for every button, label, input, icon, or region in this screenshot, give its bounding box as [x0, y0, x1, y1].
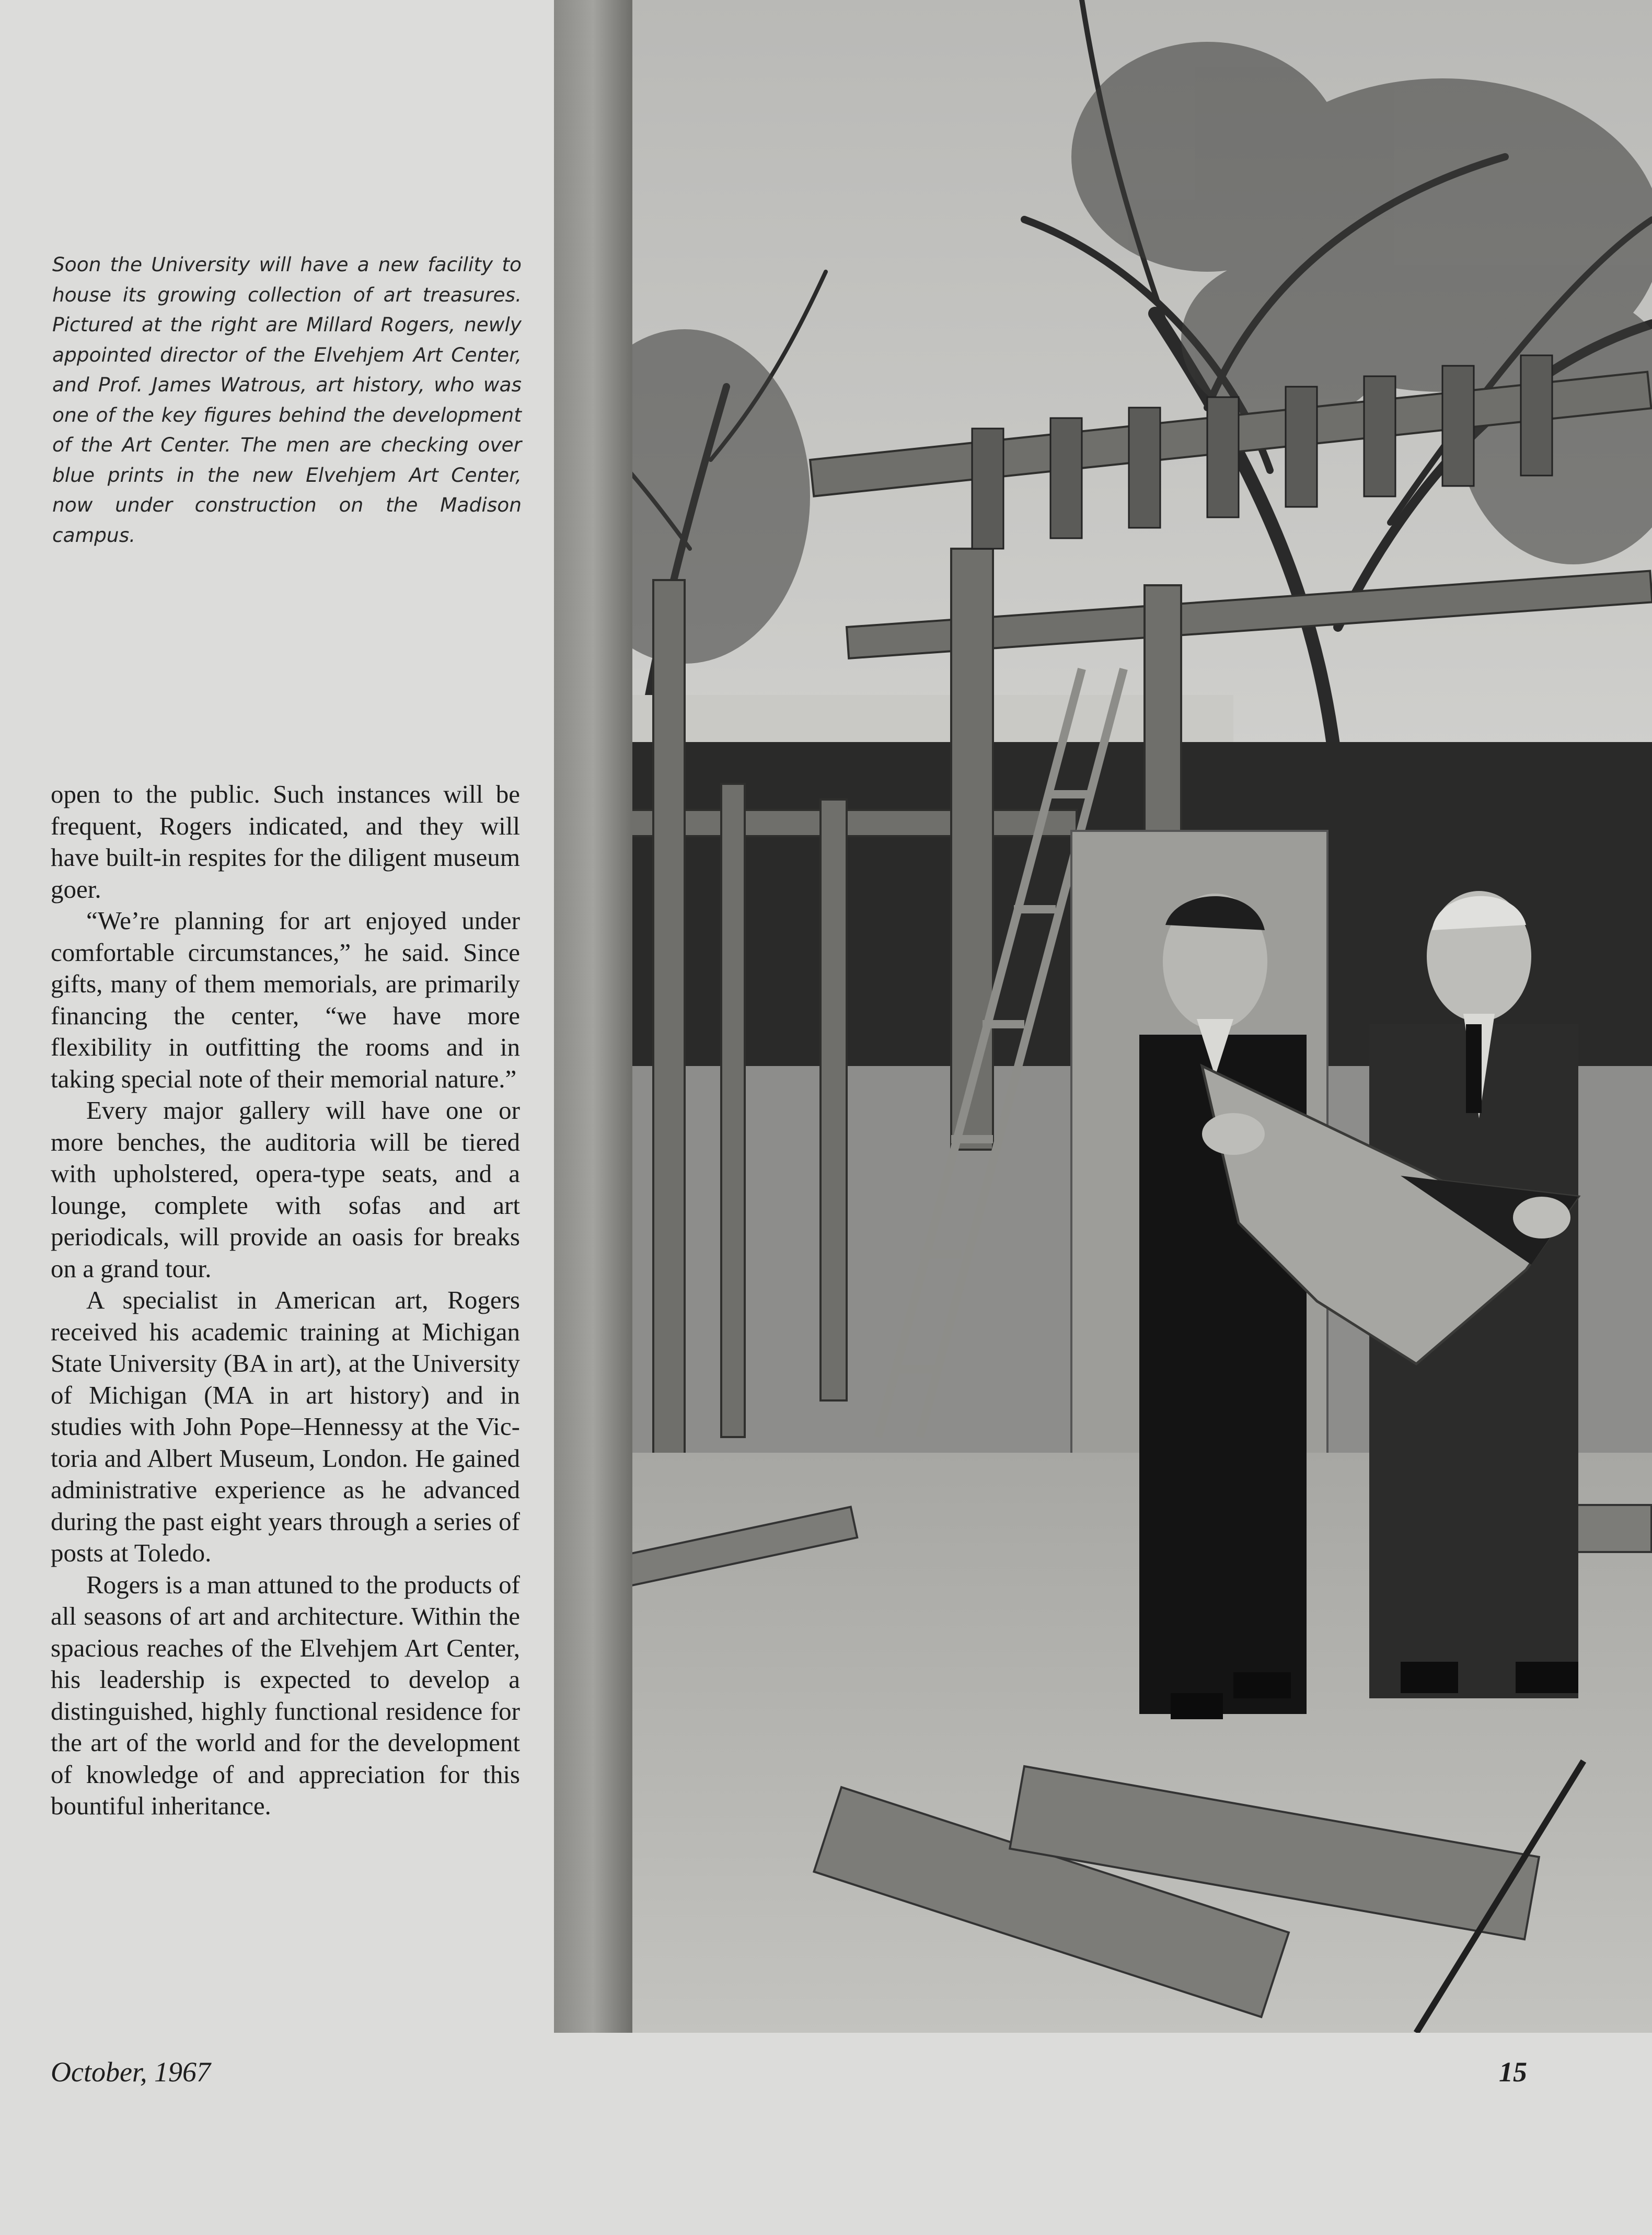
construction-photo [554, 0, 1652, 2033]
paragraph: Rogers is a man attuned to the products of all seasons of art and architecture. Within the spacious reaches of the Elvehjem Art Center, his leadership is expected to develop a distinguished, highly functional residence for the art of the world and for the development of knowledge of and appreciation for this bountiful inheritance. [51, 1570, 520, 1820]
page-number: 15 [1499, 2056, 1527, 2088]
photo-caption: Soon the University will have a new facility to house its growing collection of art treasures. Pictured at the right are Millard Rogers, newly appointed director of the Elvehjem Art Center, and Prof. James Watrous, art history, who was one of the key figures behind the development of the Art Center. The men are checking over blue prints in the new Elvehjem Art Center, now under construction on the Madison campus. [52, 253, 522, 547]
paragraph: A specialist in American art, Rogers received his academic training at Michigan State University (BA in art), at the University of Michigan (MA in art history) and in studies with John Pope–Hennessy at the Victoria and Albert Museum, London. He gained administrative experience as he advanced during the past eight years through a series of posts at Toledo. [51, 1286, 520, 1567]
article-body [51, 779, 520, 1822]
footer-date: October, 1967 [51, 2056, 211, 2088]
paragraph: Every major gallery will have one or more benches, the auditoria will be tiered with upholstered, opera-type seats, and a lounge, complete with sofas and art periodicals, will provide an oasis for breaks on a grand tour. [51, 1096, 520, 1283]
paragraph: “We’re planning for art enjoyed under comfortable circumstances,” he said. Since gifts, many of them memorials, are primarily financing the center, “we have more flexibility in outfitting the rooms and in taking special note of their memorial nature.” [51, 906, 520, 1093]
paragraph: open to the public. Such instances will be frequent, Rogers indicated, and they will have built-in respites for the diligent museum goer. [51, 780, 520, 904]
